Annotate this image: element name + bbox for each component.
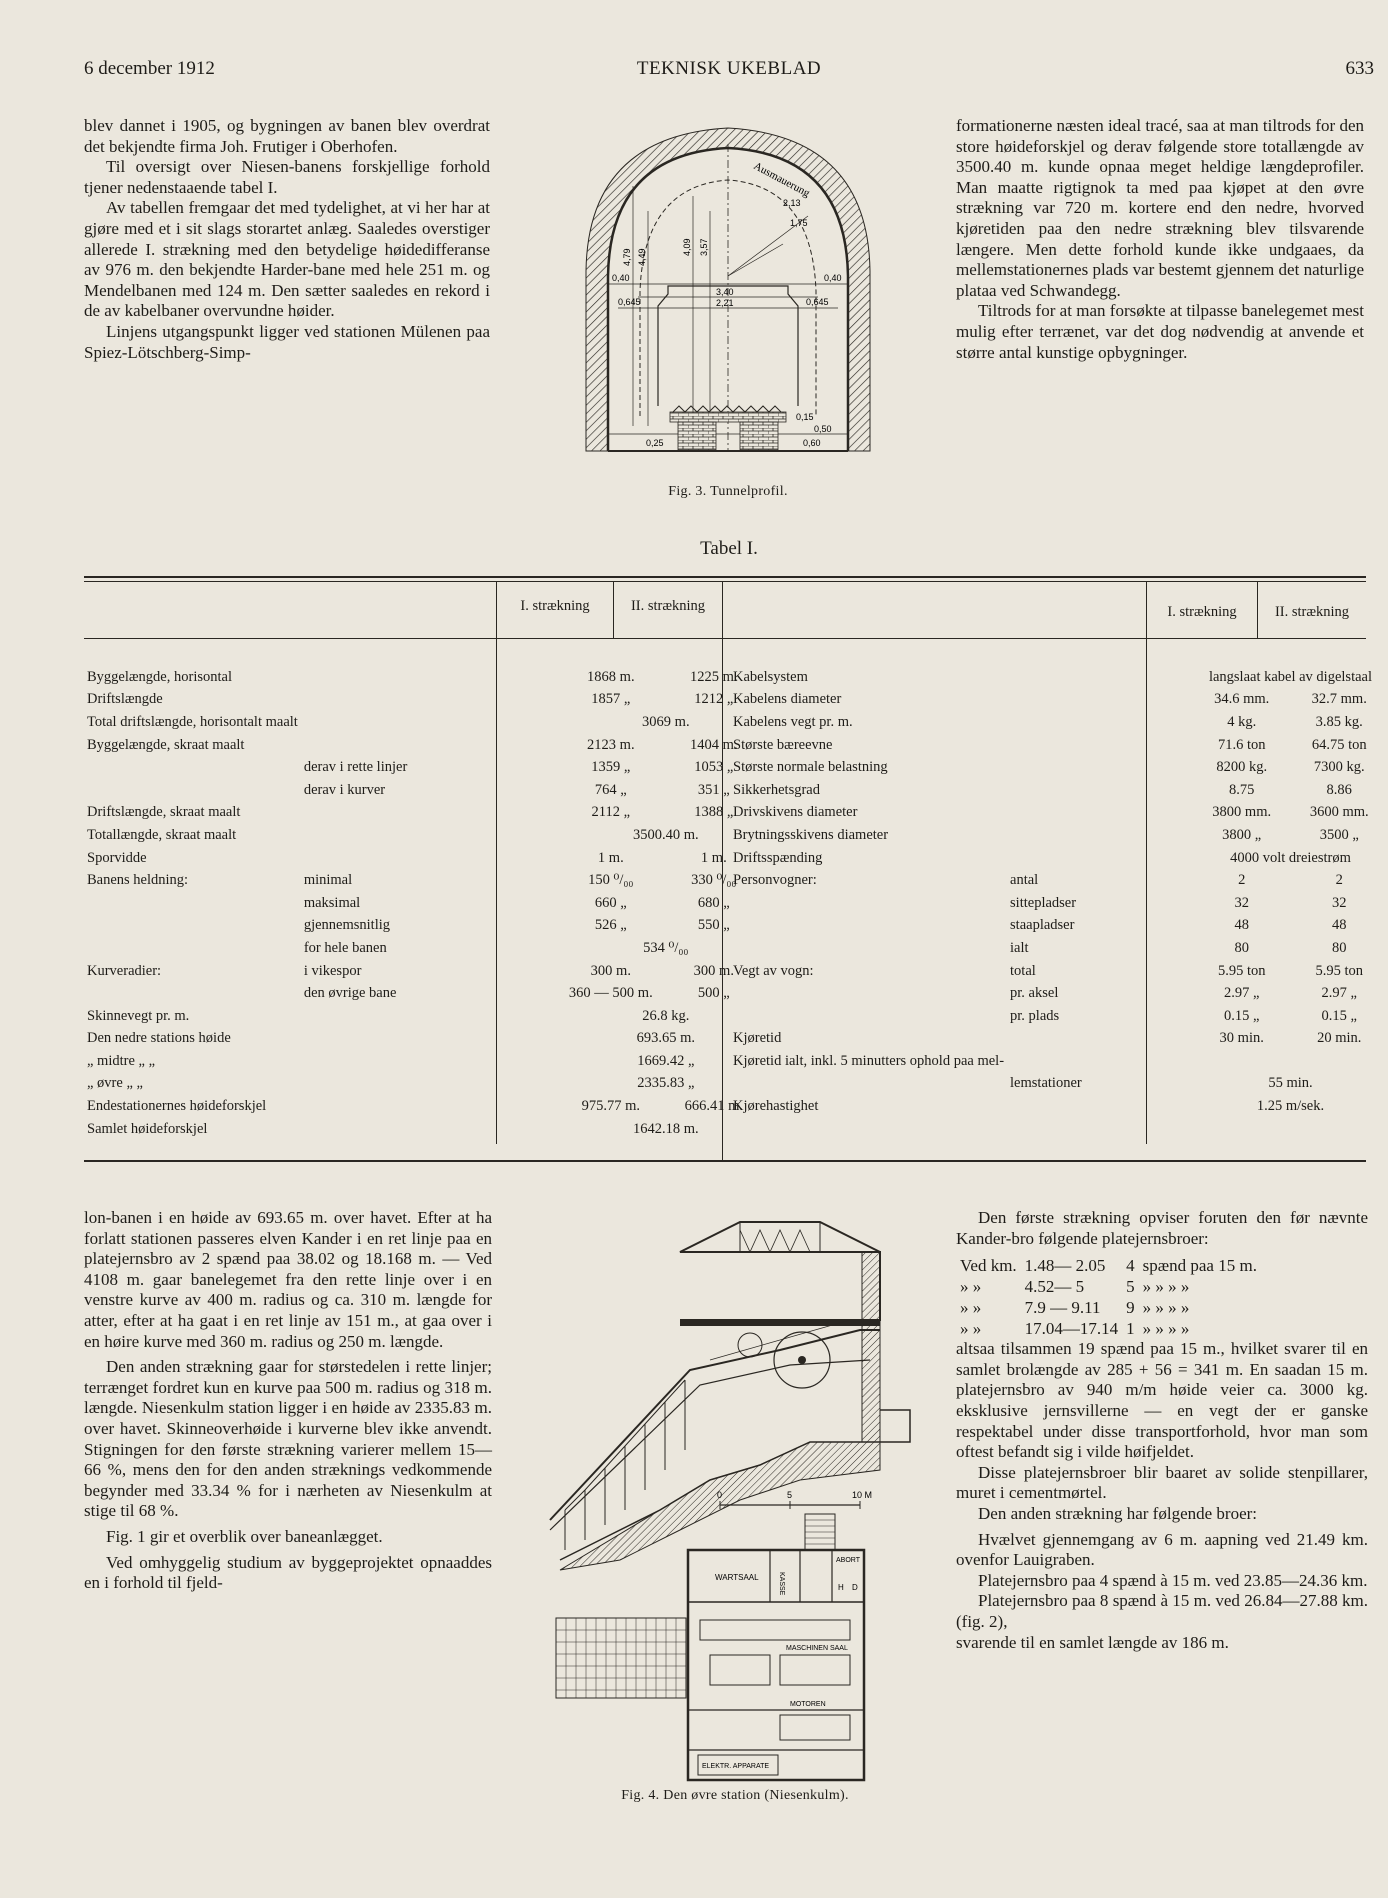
table-row — [730, 734, 1388, 757]
table-row — [84, 982, 769, 1005]
value-section-1: 0.15 „ — [1223, 1007, 1260, 1024]
bridge-prefix: » » — [960, 1276, 982, 1296]
value-section-1: 5.95 ton — [1217, 962, 1266, 979]
row-sublabel — [301, 1118, 563, 1141]
bridge-desc: spænd paa 15 m. — [1142, 1255, 1257, 1275]
row-sublabel — [301, 1073, 563, 1096]
row-sublabel: derav i kurver — [303, 781, 386, 798]
value-section-1: 300 m. — [590, 962, 631, 979]
table-row — [84, 1095, 769, 1118]
table-row — [84, 1118, 769, 1141]
value-section-1: 1857 „ — [591, 691, 631, 708]
value-combined: 26.8 kg. — [642, 1007, 690, 1024]
fig3-label-ausmauerung: Ausmauerung — [751, 160, 812, 200]
fig4-scale-0: 0 — [717, 1490, 723, 1500]
row-label: Vegt av vogn: — [733, 962, 814, 979]
fig3-dim: 0,15 — [796, 412, 814, 422]
top-right-column — [956, 116, 1364, 363]
fig4-scale-10: 10 M — [852, 1490, 873, 1500]
value-section-1: 4 kg. — [1227, 713, 1257, 730]
fig3-dim: 4,49 — [637, 248, 647, 266]
paragraph: Til oversigt over Niesen-banens forskjellige forhold tjener nedenstaaende tabel I. — [84, 157, 490, 197]
row-sublabel — [1007, 1095, 1193, 1118]
row-sublabel — [301, 802, 563, 825]
bridge-km-range: 4.52— 5 — [1024, 1276, 1085, 1296]
row-label: Skinnevegt pr. m. — [87, 1007, 190, 1024]
row-label: Kabelens vegt pr. m. — [733, 713, 853, 730]
value-section-2: 680 „ — [697, 894, 730, 911]
row-label: Driftsspænding — [733, 849, 823, 866]
fig4-label-d: D — [852, 1583, 858, 1592]
table-row — [84, 802, 769, 825]
row-sublabel: pr. plads — [1010, 1007, 1060, 1024]
value-section-1: 48 — [1234, 917, 1249, 934]
fig4-label-wartsaal: WARTSAAL — [715, 1573, 759, 1582]
value-section-1: 3800 mm. — [1212, 804, 1272, 821]
paragraph: altsaa tilsammen 19 spænd paa 15 m., hvilket svarer til en samlet brolængde av 285 + 56 = 341 m. En saadan 15 m. platejernsbro av 940 m/m høide veier ca. 3000 kg. eksklusive jernsvillerne — en vegt der er ganske respektabel under disse transportforhold, hvor man som oftest befandt sig i vilde høifjeldet. — [956, 1339, 1368, 1462]
row-sublabel — [1007, 824, 1193, 847]
value-section-2: 500 „ — [697, 985, 730, 1002]
table-row — [84, 734, 769, 757]
row-sublabel — [1007, 847, 1193, 870]
row-label: Banens heldning: — [87, 872, 189, 889]
row-sublabel: total — [1010, 962, 1036, 979]
row-sublabel — [301, 847, 563, 870]
fig3-dim: 0,40 — [824, 273, 842, 283]
row-sublabel — [301, 734, 563, 757]
value-section-1: 975.77 m. — [581, 1098, 641, 1115]
value-section-1: 660 „ — [594, 894, 627, 911]
value-section-2: 1404 m. — [690, 736, 738, 753]
table-row — [730, 1005, 1388, 1028]
table-row — [84, 756, 769, 779]
fig4-label-h: H — [838, 1583, 844, 1592]
value-combined: 3500.40 m. — [632, 826, 699, 843]
fig4-label-maschinen: MASCHINEN SAAL — [786, 1645, 848, 1652]
value-combined: 1642.18 m. — [632, 1120, 699, 1137]
paragraph: Disse platejernsbroer blir baaret av solide stenpillarer, muret i cementmørtel. — [956, 1462, 1368, 1503]
value-section-2: 64.75 ton — [1311, 736, 1367, 753]
bridge-row — [956, 1276, 1261, 1297]
value-section-2: 32 — [1331, 894, 1347, 911]
value-section-2: 330 ⁰/₀₀ — [691, 872, 737, 889]
table-row — [84, 1073, 769, 1096]
table-row — [84, 824, 769, 847]
paragraph: Den anden strækning gaar for størstedelen i rette linjer; terrænget fordret kun en kurve paa 500 m. radius og 318 m. længde. Niesenkulm station ligger i en høide av 2335.83 m. over havet. Skinneoverhøide i kurverne blev ikke anvendt. Stigningen for den første strækning varierer mellem 15—66 %, mens den for den anden stræknings vedkommende begynder med 33.34 % for i nærheten av Niesenkulm at stige til 68 %. — [84, 1357, 492, 1521]
row-label — [730, 982, 1007, 1005]
row-sublabel — [1007, 734, 1193, 757]
fig4-caption: Fig. 4. Den øvre station (Niesenkulm). — [621, 1788, 849, 1803]
row-sublabel — [301, 689, 563, 712]
table-row — [730, 869, 1388, 892]
table-row — [84, 960, 769, 983]
value-section-1: 526 „ — [594, 917, 627, 934]
bridge-span-count: 1 — [1126, 1318, 1135, 1338]
value-section-1: 2.97 „ — [1223, 985, 1260, 1002]
table-row — [730, 779, 1388, 802]
table-header-rule — [84, 638, 1366, 639]
paragraph: Den første strækning opviser foruten den før nævnte Kander-bro følgende platejernsbroer: — [956, 1208, 1368, 1248]
bridge-list — [956, 1255, 1261, 1339]
value-section-2: 5.95 ton — [1315, 962, 1363, 979]
value-section-1: 360 — 500 m. — [568, 985, 653, 1002]
row-label: Drivskivens diameter — [733, 804, 858, 821]
row-sublabel: lemstationer — [1010, 1075, 1082, 1092]
row-sublabel: antal — [1010, 872, 1039, 889]
row-label: Kjøretid ialt, inkl. 5 minutters ophold paa mel- — [733, 1052, 1005, 1069]
bridge-row — [956, 1318, 1261, 1339]
bridge-row — [956, 1255, 1261, 1276]
value-section-2: 80 — [1331, 939, 1347, 956]
bridge-km-range: 1.48— 2.05 — [1024, 1255, 1106, 1275]
fig3-dim: 4,79 — [622, 248, 632, 266]
bridge-desc: » » » » — [1142, 1297, 1190, 1317]
row-label: Kurveradier: — [87, 962, 162, 979]
value-section-2: 7300 kg. — [1313, 759, 1365, 776]
row-sublabel: sittepladser — [1010, 894, 1077, 911]
value-section-1: 764 „ — [594, 781, 627, 798]
value-section-1: 2112 „ — [591, 804, 631, 821]
row-sublabel: i vikespor — [303, 962, 362, 979]
row-label: Byggelængde, skraat maalt — [87, 736, 245, 753]
value-section-2: 32.7 mm. — [1311, 691, 1367, 708]
row-label — [730, 892, 1007, 915]
paragraph: Den anden strækning har følgende broer: — [978, 1503, 1257, 1523]
value-section-2: 1053 „ — [694, 759, 734, 776]
fig3-dim: 2,13 — [783, 198, 801, 208]
bridge-prefix: » » — [960, 1297, 982, 1317]
row-sublabel — [1007, 666, 1193, 689]
fig3-dim: 0,645 — [618, 297, 641, 307]
row-label: Kjørehastighet — [733, 1098, 819, 1115]
table-row — [730, 915, 1388, 938]
table-row — [730, 1050, 1388, 1073]
paragraph: Fig. 1 gir et overblik over baneanlægget. — [106, 1526, 383, 1546]
row-label: Største normale belastning — [733, 759, 888, 776]
row-sublabel — [301, 1050, 563, 1073]
paragraph: blev dannet i 1905, og bygningen av banen blev overdrat det bekjendte firma Joh. Frutiger i Oberhofen. — [84, 116, 490, 156]
row-sublabel: maksimal — [303, 894, 361, 911]
fig3-dim: 1,75 — [790, 218, 808, 228]
header-date: 6 december 1912 — [84, 58, 215, 79]
value-combined: 534 ⁰/₀₀ — [643, 939, 689, 956]
table-row — [84, 711, 769, 734]
row-label: Kabelens diameter — [733, 691, 842, 708]
fig3-dim: 0,50 — [814, 424, 832, 434]
value-section-2: 3500 „ — [1319, 826, 1359, 843]
value-section-2: 2 — [1335, 872, 1343, 889]
row-sublabel — [301, 1028, 563, 1051]
row-sublabel — [1007, 689, 1193, 712]
row-label — [84, 937, 301, 960]
bridge-span-count: 9 — [1126, 1297, 1135, 1317]
value-section-2: 48 — [1331, 917, 1347, 934]
value-section-1: 30 min. — [1219, 1030, 1264, 1047]
row-label: Driftslængde, skraat maalt — [87, 804, 241, 821]
fig4-label-kasse: KASSE — [778, 1572, 785, 1596]
bridge-desc: » » » » — [1142, 1276, 1190, 1296]
value-section-1: 3800 „ — [1222, 826, 1262, 843]
table-row — [730, 756, 1388, 779]
row-label: Totallængde, skraat maalt — [87, 826, 237, 843]
fig4-label-abort: ABORT — [836, 1557, 860, 1564]
fig3-dim: 3,40 — [716, 287, 734, 297]
value-combined: 4000 volt dreiestrøm — [1230, 849, 1351, 866]
fig3-dim: 2,21 — [716, 298, 734, 308]
table-row — [84, 892, 769, 915]
table-row — [730, 824, 1388, 847]
bridge-km-range: 7.9 — 9.11 — [1024, 1297, 1101, 1317]
row-label — [730, 1073, 1007, 1096]
table-top-rule — [84, 576, 1366, 578]
paragraph: lon-banen i en høide av 693.65 m. over havet. Efter at ha forlatt stationen passeres elven Kander i en ret linje paa en platejernsbro av 2 spænd paa 38.02 og 18.168 m. — Ved 4108 m. gaar banelegemet fra den rette linje over i en venstre kurve av 400 m. radius og ca. 310 m. længde for atter, efter at ha gaat i en ret linje av 151 m., at gaa over i en høire kurve med 360 m. radius og 250 m. længde. — [84, 1208, 492, 1351]
row-sublabel: minimal — [303, 872, 353, 889]
bridge-prefix: Ved km. — [960, 1255, 1017, 1275]
value-section-1: 1359 „ — [591, 759, 631, 776]
table-row — [84, 1028, 769, 1051]
fig4-scale-5: 5 — [787, 1490, 793, 1500]
bridge-span-count: 5 — [1126, 1276, 1135, 1296]
row-label: „ øvre „ „ — [87, 1075, 143, 1092]
row-sublabel — [1007, 779, 1193, 802]
value-section-2: 1 m. — [700, 849, 727, 866]
bridge-prefix: » » — [960, 1318, 982, 1338]
table-row — [730, 1028, 1388, 1051]
table-row — [84, 915, 769, 938]
value-combined: 1.25 m/sek. — [1256, 1098, 1325, 1115]
row-label: Sikkerhetsgrad — [733, 781, 820, 798]
value-section-2: 3600 mm. — [1309, 804, 1369, 821]
table-row — [84, 689, 769, 712]
table-title: Tabel I. — [700, 538, 758, 559]
fig4-label-motoren: MOTOREN — [790, 1701, 826, 1708]
table-row — [84, 779, 769, 802]
header-page-number: 633 — [1345, 58, 1374, 79]
row-label: Driftslængde — [87, 691, 163, 708]
table-right — [730, 666, 1388, 1118]
value-section-1: 80 — [1234, 939, 1249, 956]
row-label — [84, 779, 301, 802]
table-row — [730, 666, 1388, 689]
table-row — [730, 1073, 1388, 1096]
paragraph: Platejernsbro paa 4 spænd à 15 m. ved 23.85—24.36 km. — [978, 1570, 1368, 1590]
fig3-dim: 0,645 — [806, 297, 829, 307]
value-section-1: 2 — [1238, 872, 1246, 889]
row-sublabel — [301, 824, 563, 847]
row-sublabel: for hele banen — [303, 939, 387, 956]
table-header-s2-left: II. strækning — [630, 598, 706, 614]
value-section-2: 0.15 „ — [1321, 1007, 1357, 1024]
bridge-km-range: 17.04—17.14 — [1024, 1318, 1119, 1338]
row-sublabel — [1007, 1028, 1193, 1051]
fig3-dim: 0,60 — [803, 438, 821, 448]
row-sublabel — [1007, 1050, 1193, 1073]
paragraph: formationerne næsten ideal tracé, saa at man tiltrods for den store høideforskjel og derav følgende store totallængde av 3500.40 m. kunde opnaa meget heldige længdeprofiler. Man maatte rigtignok ta med paa kjøpet at den øvre strækning var 720 m. kortere end den nedre, hvorved kjøretiden paa den nedre strækning blev tilsvarende længere. Men dette forhold kunde ikke undgaaes, da mellemstationernes plads var bestemt gjennem det naturlige plataa ved Schwandegg. — [956, 116, 1364, 300]
row-label: Kjøretid — [733, 1030, 782, 1047]
row-label: Byggelængde, horisontal — [87, 668, 232, 685]
value-section-1: 71.6 ton — [1217, 736, 1266, 753]
row-label: Brytningsskivens diameter — [733, 826, 889, 843]
fig3-dim: 0,40 — [612, 273, 630, 283]
table-row — [730, 892, 1388, 915]
row-sublabel — [301, 1005, 563, 1028]
station-drawing — [540, 1210, 930, 1785]
value-section-2: 351 „ — [697, 781, 730, 798]
row-sublabel — [301, 711, 563, 734]
table-row — [84, 869, 769, 892]
top-left-column — [84, 116, 490, 363]
value-section-2: 20 min. — [1317, 1030, 1362, 1047]
row-sublabel: ialt — [1010, 939, 1029, 956]
row-label — [84, 892, 301, 915]
table-left — [84, 666, 769, 1140]
row-label — [84, 982, 301, 1005]
value-section-1: 2123 m. — [587, 736, 635, 753]
table-row — [730, 847, 1388, 870]
value-section-2: 3.85 kg. — [1315, 713, 1363, 730]
value-section-2: 666.41 m. — [684, 1098, 744, 1115]
value-section-2: 8.86 — [1326, 781, 1352, 798]
value-combined: 693.65 m. — [636, 1030, 696, 1047]
value-section-1: 8.75 — [1229, 781, 1255, 798]
bridge-row — [956, 1297, 1261, 1318]
table-row — [730, 982, 1388, 1005]
row-label: Endestationernes høideforskjel — [87, 1098, 267, 1115]
row-label: Kabelsystem — [733, 668, 808, 685]
value-section-1 — [1193, 1050, 1291, 1073]
table-header-s1-right: I. strækning — [1167, 604, 1237, 620]
row-sublabel — [301, 1095, 563, 1118]
value-section-2: 2.97 „ — [1321, 985, 1357, 1002]
fig4-label-elektr: ELEKTR. APPARATE — [702, 1763, 770, 1770]
row-sublabel — [1007, 756, 1193, 779]
table-row — [84, 847, 769, 870]
value-section-2: 300 m. — [693, 962, 734, 979]
value-section-1: 150 ⁰/₀₀ — [588, 872, 634, 889]
value-section-2: 1225 m. — [690, 668, 738, 685]
paragraph: Av tabellen fremgaar det med tydelighet, at vi her har at gjøre med et i sit slags storartet anlæg. Saaledes overstiger allerede I. strækning med den betydelige høidedifferanse av 976 m. den bekjendte Harder-bane med hele 251 m. og Mendelbanen med 124 m. Den sætter saaledes en rekord i de av kabelbaner overvundne høider. — [84, 198, 490, 321]
fig3-caption: Fig. 3. Tunnelprofil. — [668, 484, 788, 499]
row-label: Største bæreevne — [733, 736, 833, 753]
row-label — [730, 915, 1007, 938]
bridge-desc: » » » » — [1142, 1318, 1190, 1338]
paragraph: svarende til en samlet længde av 186 m. — [956, 1632, 1229, 1652]
row-sublabel — [301, 666, 563, 689]
table-row — [84, 666, 769, 689]
table-row — [730, 802, 1388, 825]
paragraph: Hvælvet gjennemgang av 6 m. aapning ved 21.49 km. ovenfor Lauigraben. — [956, 1529, 1368, 1570]
row-sublabel: staapladser — [1010, 917, 1075, 934]
value-combined: 55 min. — [1268, 1075, 1313, 1092]
row-label: Sporvidde — [87, 849, 147, 866]
row-sublabel — [1007, 802, 1193, 825]
value-section-1: 34.6 mm. — [1214, 691, 1270, 708]
fig3-dim: 3,57 — [699, 238, 709, 256]
value-section-1: 8200 kg. — [1216, 759, 1268, 776]
table-header-s1-left: I. strækning — [520, 598, 590, 614]
bottom-right-column — [956, 1208, 1368, 1653]
value-section-2 — [1290, 1050, 1388, 1073]
row-label: Samlet høideforskjel — [87, 1120, 208, 1137]
paragraph: Tiltrods for at man forsøkte at tilpasse banelegemet mest mulig efter terrænet, var det dog nødvendig at anvende et større antal kunstige opbygninger. — [956, 301, 1364, 362]
row-sublabel: derav i rette linjer — [303, 759, 408, 776]
page-header — [84, 58, 1374, 88]
value-section-2: 1388 „ — [694, 804, 734, 821]
table-row — [730, 937, 1388, 960]
value-section-1: 1 m. — [597, 849, 624, 866]
fig3-dim: 4,09 — [682, 238, 692, 256]
fig3-dim: 0,25 — [646, 438, 664, 448]
table-top-rule-thin — [84, 581, 1366, 582]
row-label — [730, 1005, 1007, 1028]
figure-upper-station — [540, 1210, 930, 1810]
value-section-2: 1212 „ — [694, 691, 734, 708]
row-sublabel: pr. aksel — [1010, 985, 1059, 1002]
paragraph: Ved omhyggelig studium av byggeprojektet opnaaddes en i forhold til fjeld- — [84, 1552, 492, 1593]
table-row — [730, 711, 1388, 734]
table-row — [730, 960, 1388, 983]
figure-tunnel-profile — [578, 116, 878, 499]
row-label: „ midtre „ „ — [87, 1052, 156, 1069]
row-label: Total driftslængde, horisontalt maalt — [87, 713, 298, 730]
value-combined: langslaat kabel av digelstaal — [1208, 668, 1372, 685]
table-row — [84, 1005, 769, 1028]
value-section-2: 550 „ — [697, 917, 730, 934]
bridge-span-count: 4 — [1126, 1255, 1135, 1275]
value-combined: 2335.83 „ — [637, 1075, 695, 1092]
table-row — [84, 937, 769, 960]
value-combined: 3069 m. — [642, 713, 690, 730]
table-row — [730, 1095, 1388, 1118]
paragraph: Platejernsbro paa 8 spænd à 15 m. ved 26.84—27.88 km. (fig. 2), — [956, 1591, 1368, 1631]
header-journal: TEKNISK UKEBLAD — [636, 58, 822, 79]
value-combined: 1669.42 „ — [637, 1052, 695, 1069]
table-bottom-rule — [84, 1160, 1366, 1162]
table-row — [84, 1050, 769, 1073]
row-label — [730, 937, 1007, 960]
table-row — [730, 689, 1388, 712]
table-header-s2-right: II. strækning — [1274, 604, 1350, 620]
row-label — [84, 756, 301, 779]
row-sublabel — [1007, 711, 1193, 734]
bottom-left-column — [84, 1208, 492, 1594]
value-section-1: 1868 m. — [587, 668, 635, 685]
paragraph: Linjens utgangspunkt ligger ved stationen Mülenen paa Spiez-Lötschberg-Simp- — [84, 321, 490, 362]
value-section-1: 32 — [1234, 894, 1249, 911]
tunnel-profile-drawing — [578, 116, 878, 461]
row-sublabel: gjennemsnitlig — [303, 917, 390, 934]
row-sublabel: den øvrige bane — [303, 985, 397, 1002]
row-label — [84, 915, 301, 938]
row-label: Den nedre stations høide — [87, 1030, 231, 1047]
row-label: Personvogner: — [733, 872, 817, 889]
